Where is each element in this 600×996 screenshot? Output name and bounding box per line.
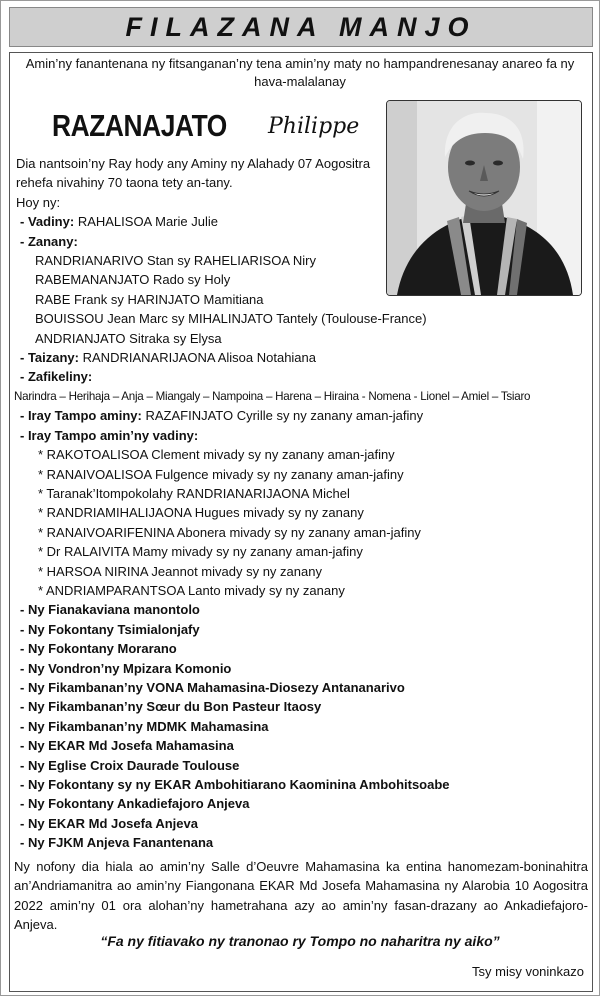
organization-item: - Ny FJKM Anjeva Fanantenana xyxy=(20,835,214,851)
iray-tampo-vadiny-item: * ANDRIAMPARANTSOA Lanto mivady sy ny zanany xyxy=(38,582,345,598)
signature-note: Tsy misy voninkazo xyxy=(472,964,584,979)
taizany-label: - Taizany: xyxy=(20,350,79,366)
organization-item: - Ny Fikambanan’ny VONA Mahamasina-Diosezy Antananarivo xyxy=(20,679,405,695)
closing-paragraph: Ny nofony dia hiala ao amin’ny Salle d’Oeuvre Mahamasina ka entina hanomezam-boninahitra an’Andriamanitra ao amin’ny Fiangonana EKAR Md Josefa Mahamasina ny Alarobia 10 Aogositra 2022 amin’ny 01 ora alohan’ny hametrahana azy ao amin’ny fasan-drazany ao Ankadiefajoro-Anjeva. xyxy=(14,859,588,933)
deceased-surname: RAZANAJATO xyxy=(52,108,227,143)
zafikeliny-value: Narindra – Herihaja – Anja – Miangaly – Nampoina – Harena – Hiraina - Nomena - Lionel – Amiel – Tsiaro xyxy=(14,389,531,403)
intro-text: Amin’ny fanantenana ny fitsanganan’ny tena amin’ny maty no hampandrenesanay anareo fa ny hava-malalanay xyxy=(25,56,575,89)
iray-tampo-aminy-value: RAZAFINJATO Cyrille sy ny zanany aman-jafiny xyxy=(145,408,424,424)
iray-tampo-vadiny-item: * RAKOTOALISOA Clement mivady sy ny zanany aman-jafiny xyxy=(38,447,395,463)
organization-item: - Ny Fikambanan’ny MDMK Mahamasina xyxy=(20,718,269,734)
iray-tampo-vadiny-item: * Dr RALAIVITA Mamy mivady sy ny zanany aman-jafiny xyxy=(38,544,363,560)
organization-item: - Ny Fikambanan’ny Sœur du Bon Pasteur Itaosy xyxy=(20,699,322,715)
hoy-ny-label: Hoy ny: xyxy=(16,194,61,210)
vadiny-value: RAHALISOA Marie Julie xyxy=(77,214,218,230)
zanany-item: BOUISSOU Jean Marc sy MIHALINJATO Tantely (Toulouse-France) xyxy=(35,311,427,327)
iray-tampo-vadiny-item: * HARSOA NIRINA Jeannot mivady sy ny zanany xyxy=(38,563,322,579)
iray-tampo-vadiny-item: * RANAIVOARIFENINA Abonera mivady sy ny zanany aman-jafiny xyxy=(38,524,421,540)
taizany-row xyxy=(16,348,586,367)
zanany-label: - Zanany: xyxy=(20,233,78,249)
announcement-line-1: Dia nantsoin’ny Ray hody any Aminy ny Alahady 07 Aogositra xyxy=(16,156,371,171)
closing-quote: “Fa ny fitiavako ny tranonao ry Tompo no naharitra ny aiko” xyxy=(100,933,500,949)
vadiny-label: - Vadiny: xyxy=(20,214,75,230)
organization-item: - Ny EKAR Md Josefa Anjeva xyxy=(20,815,198,831)
organization-item: - Ny Fokontany Ankadiefajoro Anjeva xyxy=(20,796,250,812)
iray-tampo-vadiny-item: * RANAIVOALISOA Fulgence mivady sy ny zanany aman-jafiny xyxy=(38,466,404,482)
zanany-item: ANDRIANJATO Sitraka sy Elysa xyxy=(35,330,222,346)
iray-tampo-aminy-label: - Iray Tampo aminy: xyxy=(20,408,142,424)
announcement-line-2: rehefa nivahiny 70 taona tety an-tany. xyxy=(16,175,233,191)
organization-item: - Ny Fokontany Morarano xyxy=(20,641,177,657)
organization-item: - Ny Eglise Croix Daurade Toulouse xyxy=(20,757,240,773)
organization-item: - Ny Vondron’ny Mpizara Komonio xyxy=(20,660,232,676)
header-title: FILAZANA MANJO xyxy=(125,11,477,42)
organization-item: - Ny Fianakaviana manontolo xyxy=(20,602,200,618)
header-banner xyxy=(9,7,593,47)
iray-tampo-vadiny-label: - Iray Tampo amin’ny vadiny: xyxy=(20,427,199,443)
iray-tampo-vadiny-item: * RANDRIAMIHALIJAONA Hugues mivady sy ny zanany xyxy=(38,505,364,521)
organization-item: - Ny EKAR Md Josefa Mahamasina xyxy=(20,738,234,754)
deceased-firstname: Philippe xyxy=(268,114,360,139)
vadiny-row xyxy=(16,212,586,231)
announcement-body xyxy=(16,154,586,853)
zanany-item: RANDRIANARIVO Stan sy RAHELIARISOA Niry xyxy=(35,253,317,269)
iray-tampo-aminy-row xyxy=(16,406,586,425)
organization-item: - Ny Fokontany Tsimialonjafy xyxy=(20,621,200,637)
organization-item: - Ny Fokontany sy ny EKAR Ambohitiarano Kaominina Ambohitsoabe xyxy=(20,777,450,792)
zafikeliny-label: - Zafikeliny: xyxy=(20,369,93,385)
iray-tampo-vadiny-item: * Taranak’Itompokolahy RANDRIANARIJAONA Michel xyxy=(38,485,350,501)
zanany-item: RABEMANANJATO Rado sy Holy xyxy=(35,272,231,288)
taizany-value: RANDRIANARIJAONA Alisoa Notahiana xyxy=(82,350,316,366)
zanany-item: RABE Frank sy HARINJATO Mamitiana xyxy=(35,291,264,307)
